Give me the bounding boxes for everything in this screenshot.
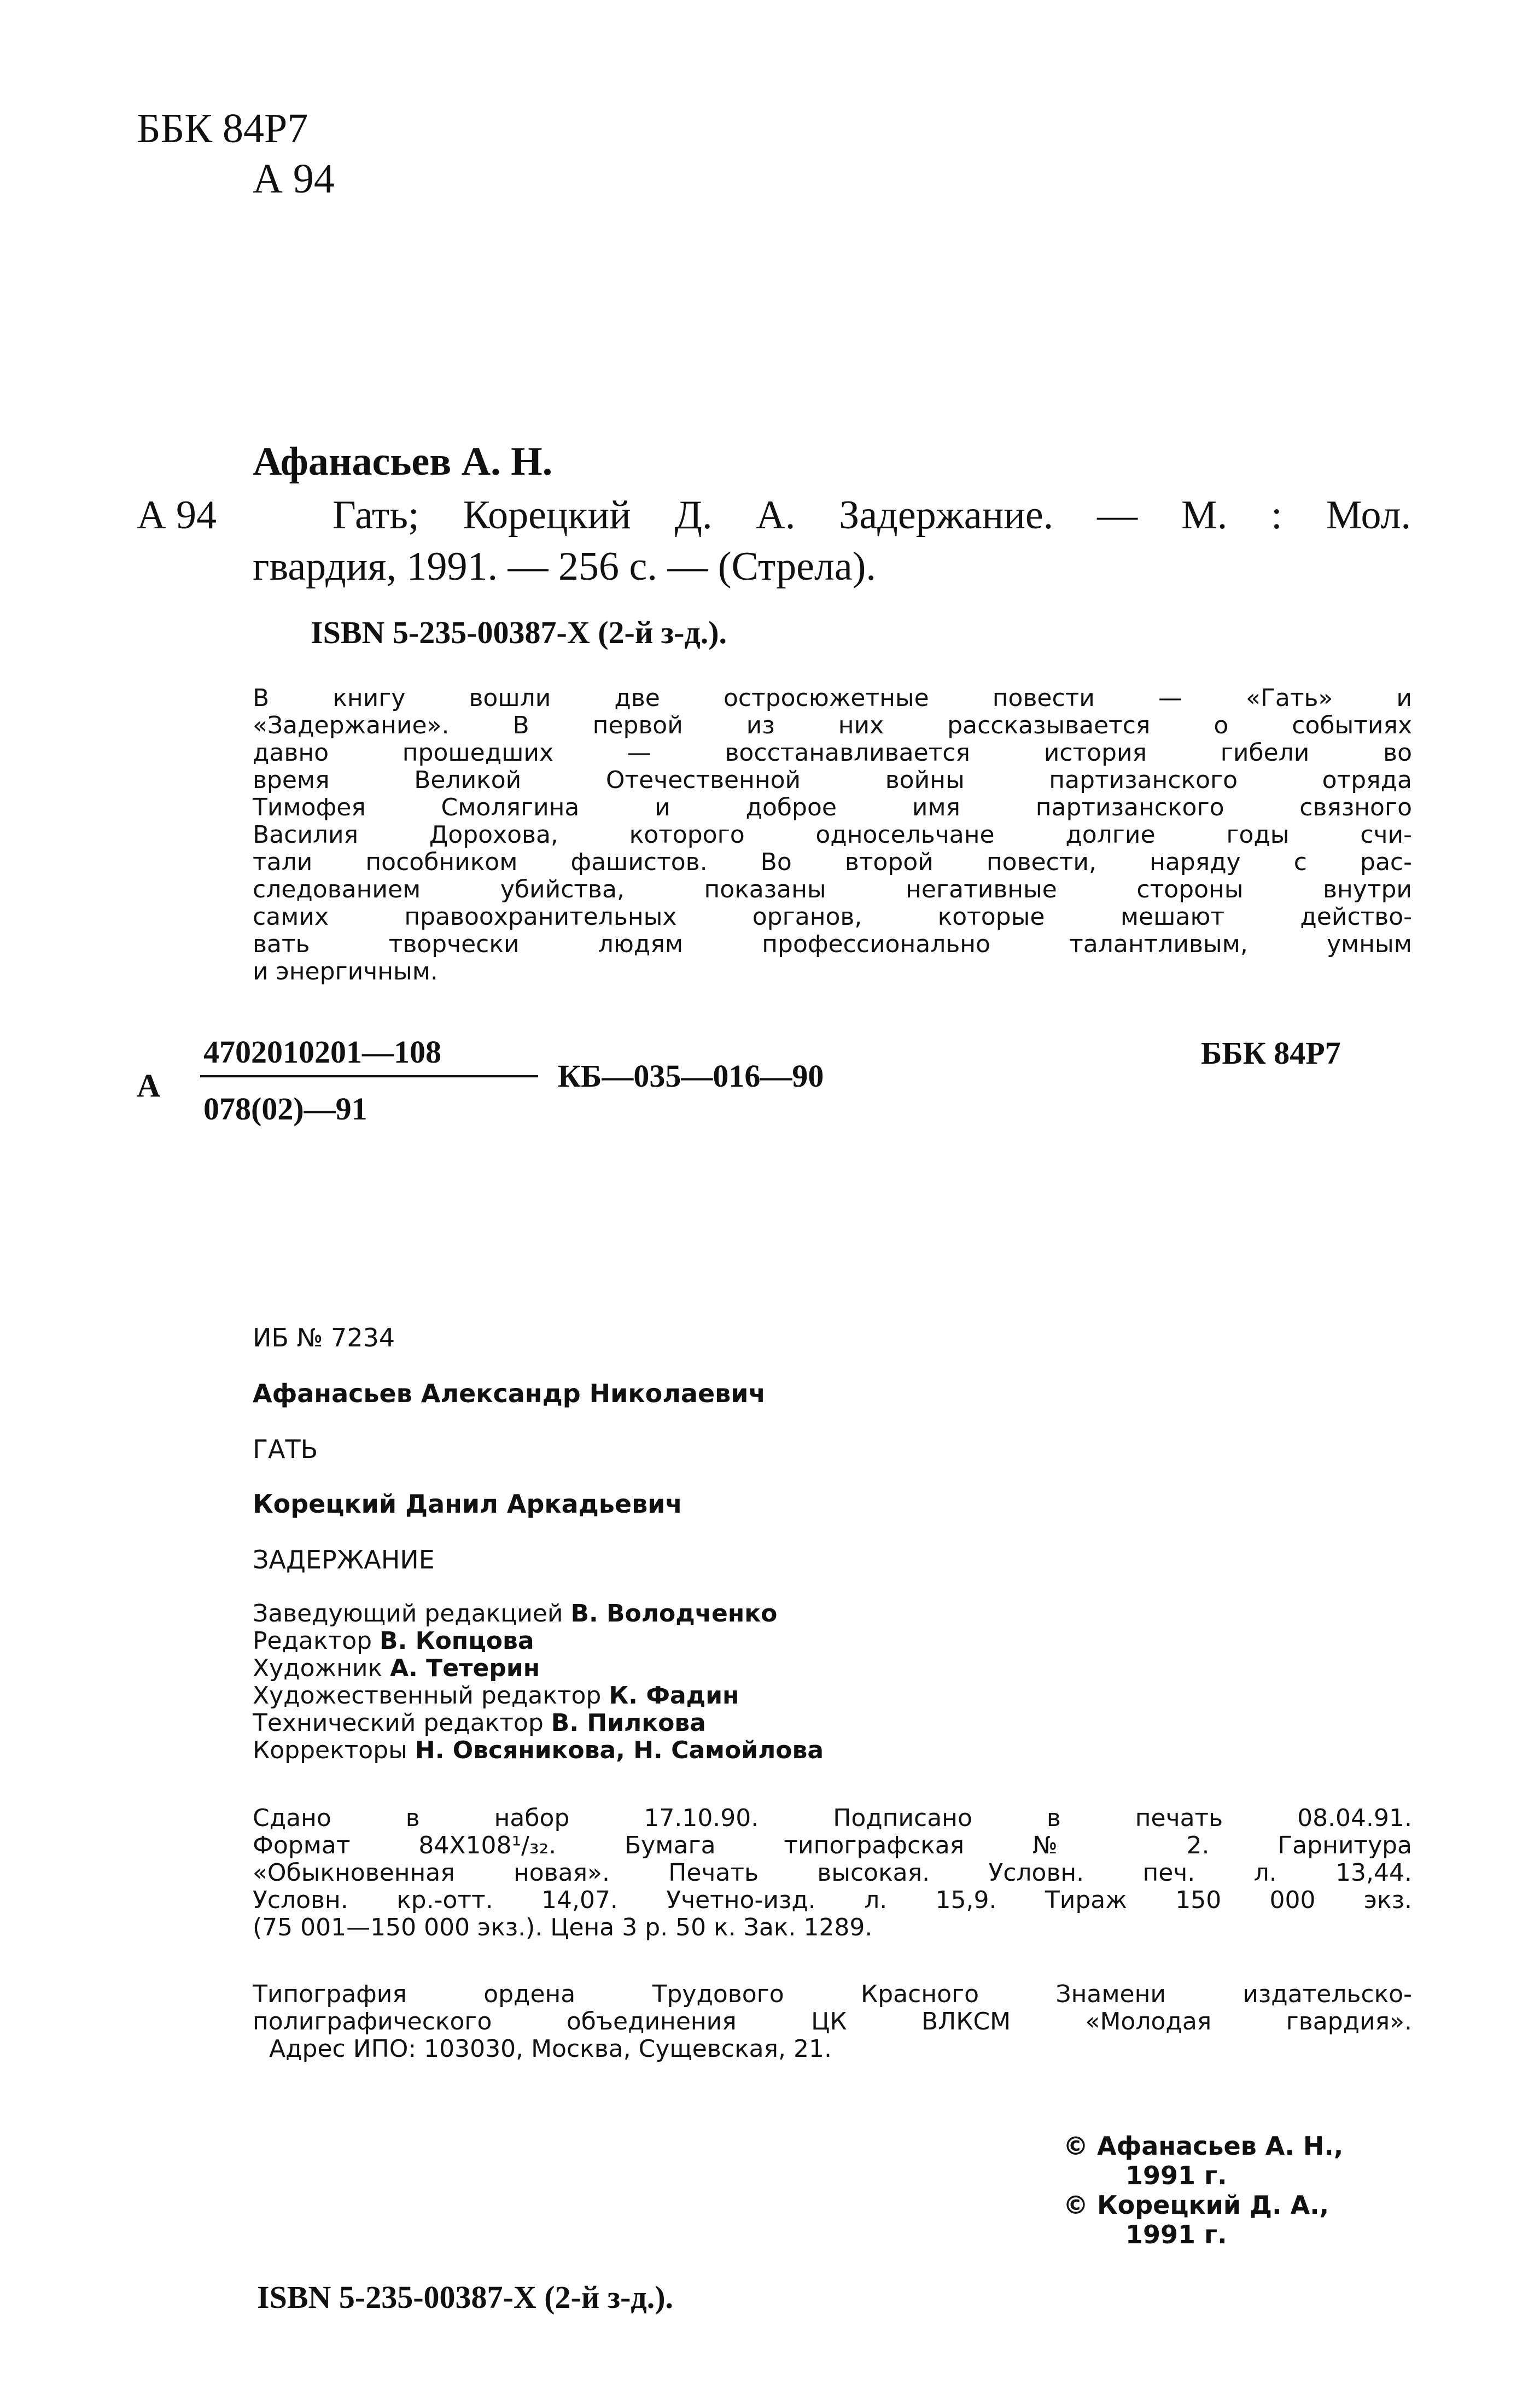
catalog-isbn: ISBN 5-235-00387-X (2-й з-д.).: [311, 615, 727, 650]
catalog-title-line1: Гать; Корецкий Д. А. Задержание. — М. : Мол.: [332, 493, 1411, 538]
index-bbk: ББК 84Р7: [1201, 1035, 1341, 1071]
staff-row: [253, 1600, 1412, 1628]
copyright-2-line1: © Корецкий Д. А.,: [1063, 2190, 1329, 2220]
staff-list: [253, 1600, 1412, 1764]
annotation-line: время Великой Отечественной войны партизанского отряда: [253, 766, 1412, 794]
index-kb: КБ—035—016—90: [558, 1058, 824, 1094]
production-line: «Обыкновенная новая». Печать высокая. Условн. печ. л. 13,44.: [253, 1859, 1412, 1887]
staff-row: [253, 1710, 1412, 1737]
production-details: [253, 1805, 1412, 1941]
annotation-line: Василия Дорохова, которого односельчане долгие годы счи-: [253, 821, 1412, 849]
staff-name: А. Тетерин: [390, 1654, 540, 1682]
staff-role: Корректоры: [253, 1736, 415, 1764]
annotation-line: тали пособником фашистов. Во второй повести, наряду с рас-: [253, 848, 1412, 876]
staff-name: В. Копцова: [380, 1627, 534, 1655]
copyright-1-line1: © Афанасьев А. Н.,: [1063, 2131, 1344, 2161]
catalog-author: Афанасьев А. Н.: [253, 439, 553, 484]
index-numerator: 4702010201—108: [203, 1034, 441, 1070]
staff-role: Редактор: [253, 1627, 380, 1655]
catalog-title-line2: гвардия, 1991. — 256 с. — (Стрела).: [253, 544, 876, 589]
annotation-line: В книгу вошли две остросюжетные повести — «Гать» и: [253, 684, 1412, 712]
imprint-author2: Корецкий Данил Аркадьевич: [253, 1489, 682, 1519]
production-line: Условн. кр.-отт. 14,07. Учетно-изд. л. 15,9. Тираж 150 000 экз.: [253, 1886, 1412, 1914]
index-letter: А: [137, 1068, 161, 1104]
staff-role: Художник: [253, 1654, 390, 1682]
imprint-ib-number: ИБ № 7234: [253, 1323, 395, 1352]
copyright-1-line2: 1991 г.: [1125, 2161, 1227, 2190]
production-line: Сдано в набор 17.10.90. Подписано в печать 08.04.91.: [253, 1804, 1412, 1832]
annotation-line: «Задержание». В первой из них рассказывается о событиях: [253, 711, 1412, 739]
annotation-line: следованием убийства, показаны негативные стороны внутри: [253, 876, 1412, 903]
annotation-line: самих правоохранительных органов, которые мешают действо-: [253, 903, 1412, 931]
bbk-code-top: ББК 84Р7: [137, 106, 308, 151]
staff-row: [253, 1737, 1412, 1764]
printer-line: Типография ордена Трудового Красного Знамени издательско-: [253, 1980, 1412, 2008]
fraction-rule: [200, 1075, 538, 1077]
staff-row: [253, 1655, 1412, 1682]
imprint-author1: Афанасьев Александр Николаевич: [253, 1379, 766, 1408]
staff-role: Заведующий редакцией: [253, 1600, 571, 1628]
author-mark-top: А 94: [253, 156, 335, 202]
isbn-bottom: ISBN 5-235-00387-X (2-й з-д.).: [257, 2279, 674, 2315]
annotation: [253, 685, 1412, 985]
index-denominator: 078(02)—91: [203, 1091, 368, 1127]
annotation-line: вать творчески людям профессионально талантливым, умным: [253, 930, 1412, 958]
production-line: Формат 84Х108¹/₃₂. Бумага типографская № 2. Гарнитура: [253, 1832, 1412, 1859]
printer-info: [253, 1981, 1412, 2063]
staff-name: В. Володченко: [570, 1600, 778, 1628]
annotation-line: и энергичным.: [253, 958, 438, 985]
production-line: (75 001—150 000 экз.). Цена 3 р. 50 к. Зак. 1289.: [253, 1914, 873, 1941]
staff-row: [253, 1628, 1412, 1655]
staff-role: Художественный редактор: [253, 1682, 609, 1710]
imprint-title2: ЗАДЕРЖАНИЕ: [253, 1545, 435, 1574]
annotation-line: давно прошедших — восстанавливается история гибели во: [253, 739, 1412, 767]
annotation-line: Тимофея Смолягина и доброе имя партизанского связного: [253, 794, 1412, 821]
staff-row: [253, 1682, 1412, 1710]
printer-line: полиграфического объединения ЦК ВЛКСМ «Молодая гвардия».: [253, 2008, 1412, 2035]
staff-name: В. Пилкова: [551, 1709, 706, 1737]
staff-role: Технический редактор: [253, 1709, 551, 1737]
staff-name: К. Фадин: [609, 1682, 739, 1710]
printer-line: Адрес ИПО: 103030, Москва, Сущевская, 21.: [269, 2035, 832, 2063]
copyright-2-line2: 1991 г.: [1125, 2220, 1227, 2249]
staff-name: Н. Овсяникова, Н. Самойлова: [415, 1736, 824, 1764]
catalog-mark: А 94: [137, 493, 217, 538]
imprint-title1: ГАТЬ: [253, 1434, 318, 1464]
